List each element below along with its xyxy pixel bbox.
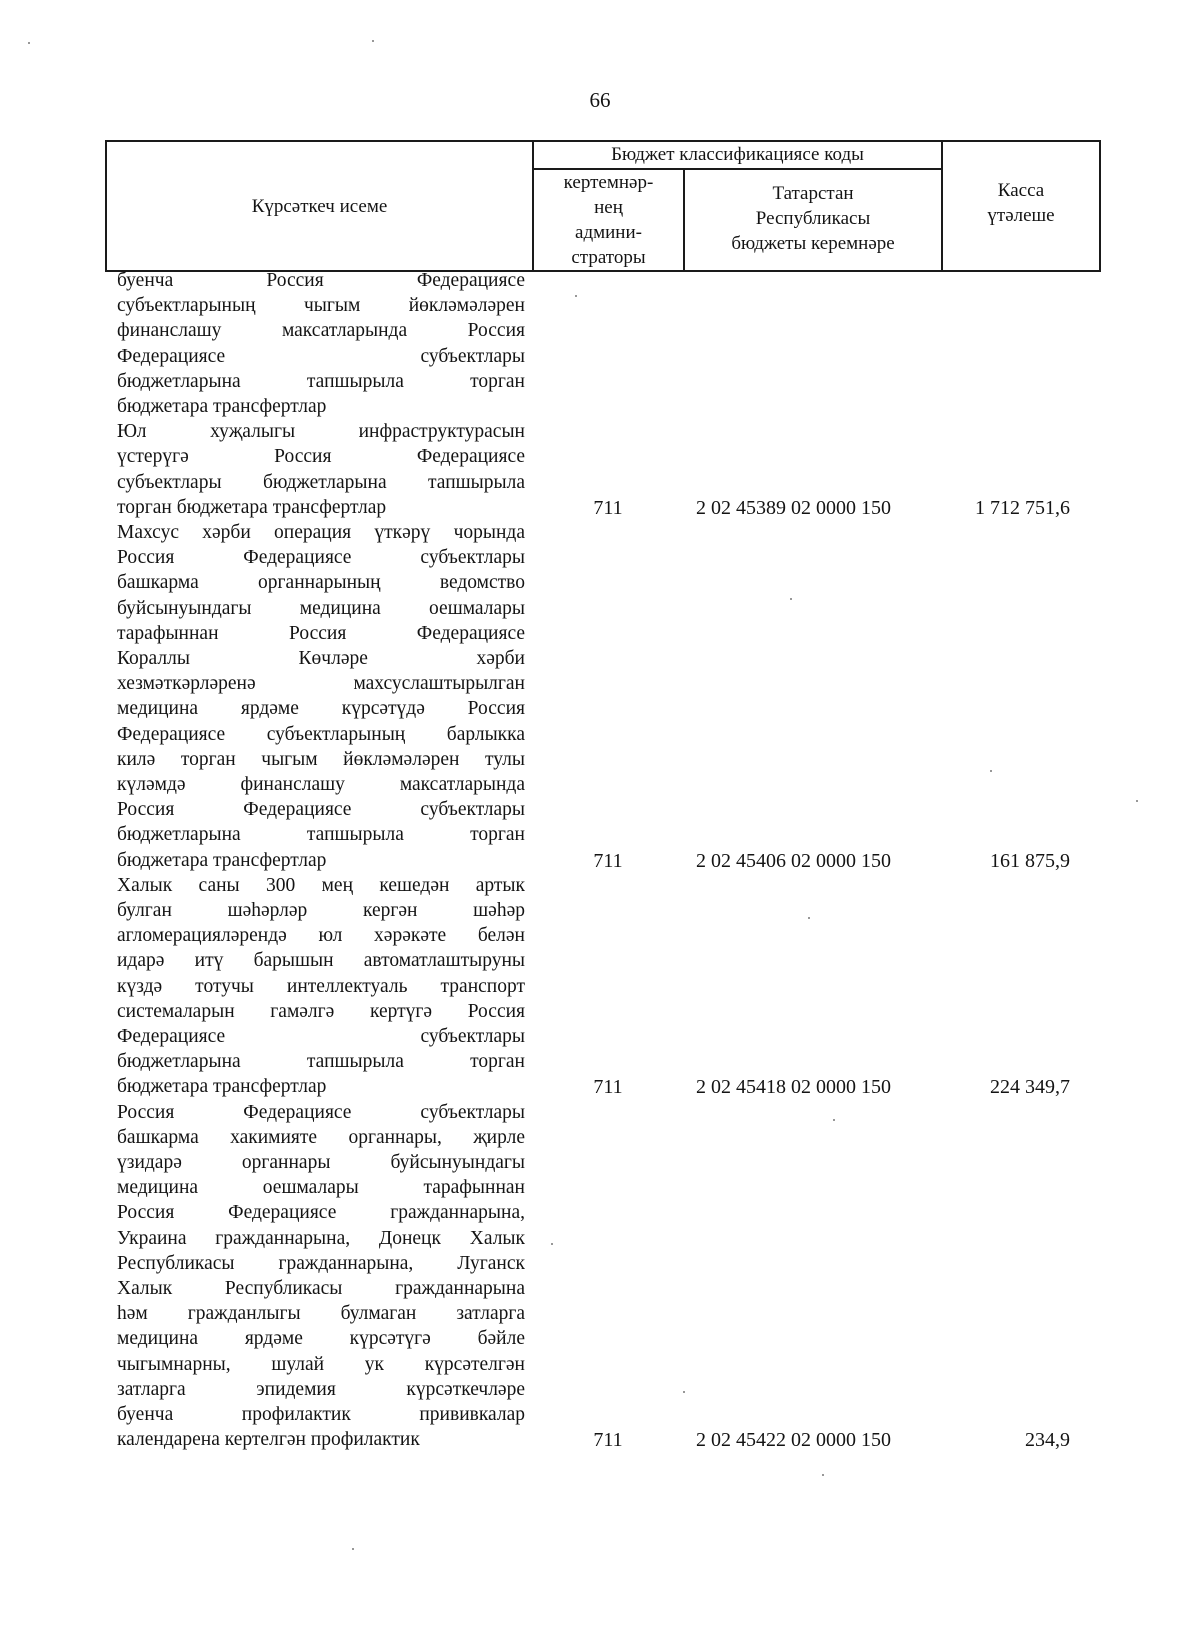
header-revenue-column [685,170,943,270]
row-description-line: медицина ярдәме күрсәтүдә Россия [117,698,525,720]
scan-speck [551,1243,553,1245]
row-description-line: бюджетара трансфертлар [117,396,327,418]
row-description-line: субъектлары бюджетларына тапшырыла [117,471,525,493]
row-description-line: бюджетларына тапшырыла торган [117,824,525,846]
row-description-line: медицина ярдәме күрсәтүгә бәйле [117,1328,525,1350]
row-description-line: Украина гражданнарына, Донецк Халык [117,1227,525,1249]
page-number: 66 [589,88,611,112]
header-payment-line: Касса [997,180,1045,201]
row-description-line: Кораллы Көчләре хәрби [117,648,525,670]
scan-speck [1136,800,1138,802]
row-description-line: Федерациясе субъектлары [117,1026,525,1048]
row-amount: 1 712 751,6 [975,496,1070,519]
header-indicator-name [107,142,534,270]
row-description-line: календарена кертелгән профилактик [117,1429,420,1451]
row-description-line: Республикасы гражданнарына, Луганск [117,1252,525,1274]
header-revenue-line: Республикасы [755,208,871,229]
row-amount: 234,9 [1025,1429,1070,1452]
row-description-line: Халык Республикасы гражданнарына [117,1278,525,1300]
row-admin-code: 711 [593,1429,623,1452]
header-admin-line: нең [594,197,623,218]
scan-speck [352,1548,354,1550]
row-description-line: субъектларының чыгым йөкләмәләрен [117,295,525,317]
row-description-line: күләмдә финанслашу максатларында [117,774,525,796]
row-description-line: һәм гражданлыгы булмаган затларга [117,1303,525,1325]
scan-speck [808,917,810,919]
row-description-line: буенча профилактик прививкалар [117,1404,525,1426]
row-description-line: чыгымнарны, шулай ук күрсәтелгән [117,1353,525,1375]
row-description-line: үзидарә органнары буйсынуындагы [117,1152,525,1173]
scan-speck [833,1119,835,1121]
row-description-line: торган бюджетара трансфертлар [117,496,387,518]
scan-speck [372,40,374,42]
row-description [117,1100,525,1453]
row-description-line: буйсынуындагы медицина оешмалары [117,597,525,619]
row-description-line: системаларын гамәлгә кертүгә Россия [117,1000,525,1022]
header-revenue-line: бюджеты керемнәре [731,233,895,254]
scan-speck [990,770,992,772]
header-admin-line: кертемнәр- [563,172,654,193]
table-header [105,140,1101,272]
row-description [117,268,525,419]
row-description-line: Юл хуҗалыгы инфраструктурасын [117,421,525,443]
row-description-line: Махсус хәрби операция үткәрү чорында [117,522,525,543]
row-description-line: идарә итү барышын автоматлаштыруны [117,950,525,972]
row-description-line: Халык саны 300 мең кешедән артык [117,874,525,896]
header-admin-column [534,170,685,270]
header-admin-line: страторы [571,247,646,268]
row-budget-code: 2 02 45389 02 0000 150 [696,496,891,519]
scan-speck [822,1474,824,1476]
row-description-line: бюджетларына тапшырыла торган [117,370,525,392]
row-description-line: Россия Федерациясе субъектлары [117,799,525,821]
row-description-line: медицина оешмалары тарафыннан [117,1177,525,1199]
scan-speck [575,295,577,297]
row-description-line: Федерациясе субъектларының барлыкка [117,723,525,745]
row-description [117,873,525,1100]
row-description-line: Россия Федерациясе субъектлары [117,1101,525,1123]
row-description-line: Федерациясе субъектлары [117,345,525,367]
row-amount: 161 875,9 [990,849,1070,872]
row-budget-code: 2 02 45406 02 0000 150 [696,849,891,872]
scan-speck [790,598,792,600]
row-description-line: тарафыннан Россия Федерациясе [117,622,525,644]
header-payment-column [943,142,1099,270]
scan-speck [683,1391,685,1393]
row-description-line: килә торган чыгым йөкләмәләрен тулы [117,748,525,770]
row-budget-code: 2 02 45422 02 0000 150 [696,1429,891,1452]
row-description-line: булган шәһәрләр кергән шәһәр [117,900,525,921]
row-admin-code: 711 [593,1076,623,1099]
scan-speck [28,42,30,44]
row-admin-code: 711 [593,849,623,872]
row-description-line: буенча Россия Федерациясе [117,270,525,291]
row-description-line: башкарма хакимияте органнары, җирле [117,1126,525,1148]
row-description-line: бюджетара трансфертлар [117,1076,327,1098]
row-admin-code: 711 [593,496,623,519]
row-description [117,520,525,873]
row-description-line: агломерацияләрендә юл хәрәкәте белән [117,925,525,947]
row-description-line: Россия Федерациясе субъектлары [117,547,525,569]
row-description-line: бюджетара трансфертлар [117,849,327,871]
row-description-line: затларга эпидемия күрсәткечләре [117,1378,525,1400]
row-description-line: күздә тотучы интеллектуаль транспорт [117,975,525,997]
row-description-line: башкарма органнарының ведомство [117,572,525,594]
header-revenue-line: Татарстан [772,183,854,204]
header-budget-code-group: Бюджет классификациясе коды [534,142,943,170]
header-admin-line: админи- [575,222,642,243]
header-indicator-name-label: Күрсәткеч исеме [251,195,388,217]
row-description-line: үстерүгә Россия Федерациясе [117,446,525,468]
row-description-line: Россия Федерациясе гражданнарына, [117,1202,525,1224]
row-description-line: хезмәткәрләренә махсуслаштырылган [117,673,525,695]
row-description-line: финанслашу максатларында Россия [117,320,525,342]
row-description-line: бюджетларына тапшырыла торган [117,1051,525,1073]
header-payment-line: үтәлеше [987,205,1055,226]
row-amount: 224 349,7 [990,1076,1070,1099]
row-description [117,419,525,520]
row-budget-code: 2 02 45418 02 0000 150 [696,1076,891,1099]
